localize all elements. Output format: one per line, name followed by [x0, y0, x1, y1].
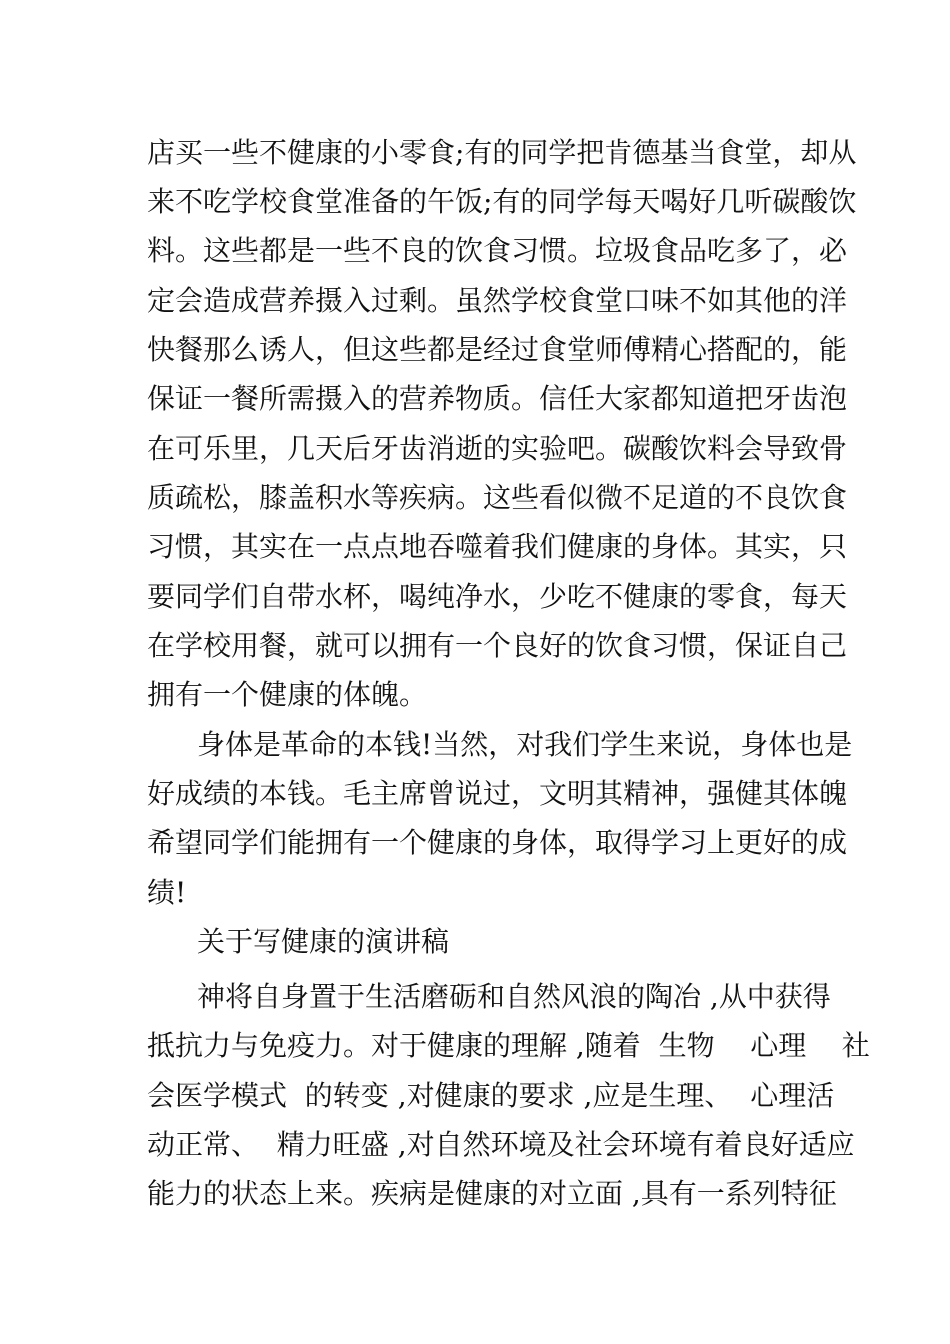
text-line: 店买一些不健康的小零食;有的同学把肯德基当食堂，却从: [147, 136, 857, 169]
paragraph-first-line: 神将自身置于生活磨砺和自然风浪的陶冶 ,从中获得: [197, 980, 831, 1013]
text-line: 动正常、 精力旺盛 ,对自然环境及社会环境有着良好适应: [147, 1128, 855, 1161]
text-line: 习惯，其实在一点点地吞噬着我们健康的身体。其实，只: [147, 530, 848, 563]
text-line: 抵抗力与免疫力。对于健康的理解 ,随着 生物 心理 社: [147, 1029, 870, 1062]
text-line: 好成绩的本钱。毛主席曾说过，文明其精神，强健其体魄: [147, 777, 848, 810]
text-line: 质疏松，膝盖积水等疾病。这些看似微不足道的不良饮食: [147, 481, 848, 514]
text-line: 快餐那么诱人，但这些都是经过食堂师傅精心搭配的，能: [147, 333, 848, 366]
text-line: 要同学们自带水杯，喝纯净水，少吃不健康的零食，每天: [147, 580, 848, 613]
text-line: 来不吃学校食堂准备的午饭;有的同学每天喝好几听碳酸饮: [147, 185, 857, 218]
text-line: 能力的状态上来。疾病是健康的对立面 ,具有一系列特征: [147, 1177, 837, 1210]
section-heading: 关于写健康的演讲稿: [197, 925, 450, 958]
text-line: 拥有一个健康的体魄。: [147, 678, 428, 711]
text-line: 绩!: [147, 876, 187, 909]
text-line: 在可乐里，几天后牙齿消逝的实验吧。碳酸饮料会导致骨: [147, 432, 848, 465]
text-line: 在学校用餐，就可以拥有一个良好的饮食习惯，保证自己: [147, 629, 848, 662]
paragraph-first-line: 身体是革命的本钱!当然，对我们学生来说，身体也是: [197, 728, 853, 761]
text-line: 保证一餐所需摄入的营养物质。信任大家都知道把牙齿泡: [147, 382, 848, 415]
text-line: 料。这些都是一些不良的饮食习惯。垃圾食品吃多了，必: [147, 234, 848, 267]
text-line: 希望同学们能拥有一个健康的身体，取得学习上更好的成: [147, 826, 848, 859]
text-line: 会医学模式 的转变 ,对健康的要求 ,应是生理、 心理活: [147, 1079, 835, 1112]
text-line: 定会造成营养摄入过剩。虽然学校食堂口味不如其他的洋: [147, 284, 848, 317]
